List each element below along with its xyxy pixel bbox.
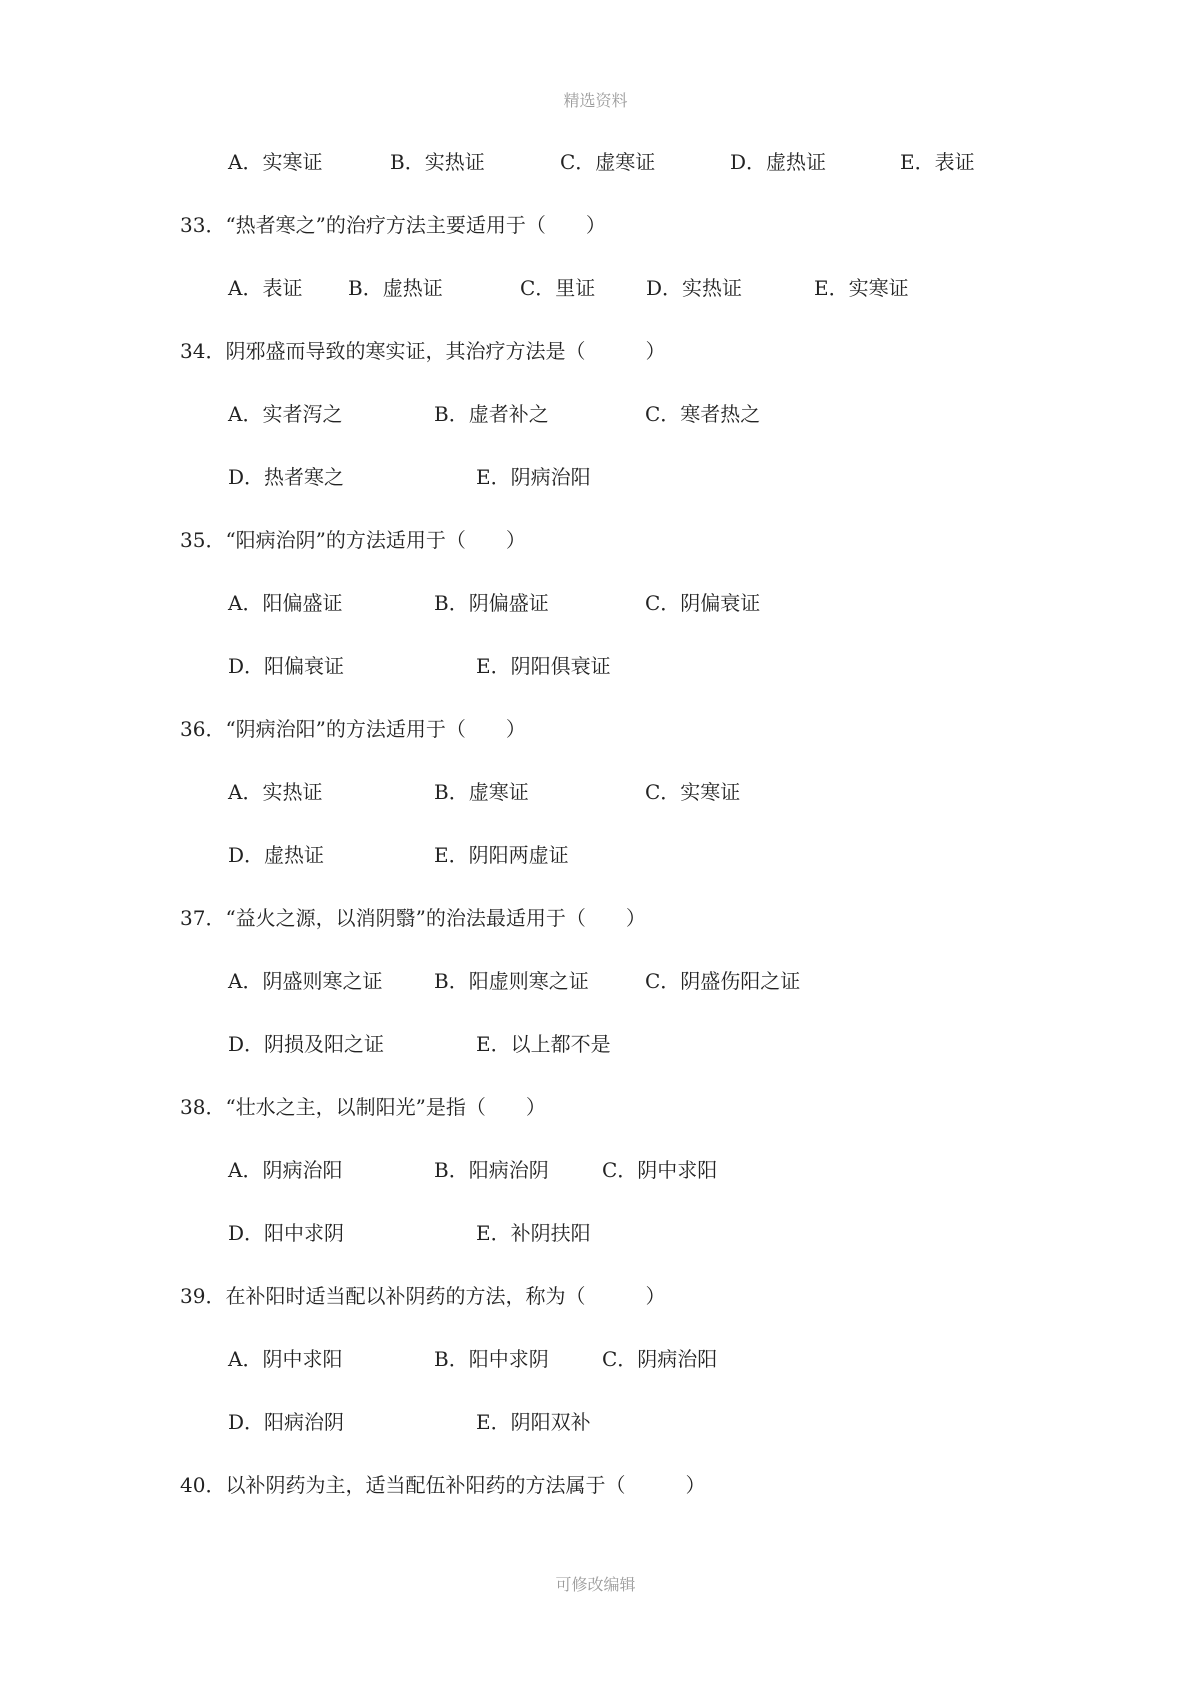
question-text: 40．以补阴药为主，适当配伍补阳药的方法属于（ ） [180,1473,706,1497]
options-row [0,589,1191,617]
answer-option: B．虚寒证 [434,780,529,804]
answer-option: A．实寒证 [228,150,323,174]
answer-option: B．虚热证 [348,276,443,300]
answer-option: E．阴阳俱衰证 [476,654,611,678]
answer-option: D．阴损及阳之证 [228,1032,385,1056]
options-row [0,1219,1191,1247]
question-text: 36．“阴病治阳”的方法适用于（ ） [180,717,526,741]
answer-option: B．阴偏盛证 [434,591,549,615]
answer-option: B．虚者补之 [434,402,549,426]
answer-option: C．实寒证 [645,780,741,804]
answer-option: C．阴中求阳 [602,1158,718,1182]
answer-option: D．热者寒之 [228,465,345,489]
page-footer: 可修改编辑 [555,1575,636,1594]
question-text: 35．“阳病治阴”的方法适用于（ ） [180,528,526,552]
answer-option: D．虚热证 [730,150,827,174]
answer-option: E．阴病治阳 [476,465,591,489]
answer-option: C．阴偏衰证 [645,591,761,615]
answer-option: D．阳偏衰证 [228,654,345,678]
answer-option: E．以上都不是 [476,1032,611,1056]
options-row [0,967,1191,995]
answer-option: C．里证 [520,276,596,300]
answer-option: B．阳病治阴 [434,1158,549,1182]
options-row [0,148,1191,176]
question-text: 34．阴邪盛而导致的寒实证，其治疗方法是（ ） [180,339,666,363]
answer-option: D．阳中求阴 [228,1221,345,1245]
options-row [0,1408,1191,1436]
answer-option: A．表证 [228,276,303,300]
page-header: 精选资料 [563,91,628,110]
answer-option: A．实者泻之 [228,402,343,426]
answer-option: C．阴病治阳 [602,1347,718,1371]
answer-option: E．表证 [900,150,975,174]
answer-option: B．阳中求阴 [434,1347,549,1371]
answer-option: A．实热证 [228,780,323,804]
answer-option: D．虚热证 [228,843,325,867]
answer-option: D．阳病治阴 [228,1410,345,1434]
options-row [0,1156,1191,1184]
answer-option: E．阴阳两虚证 [434,843,569,867]
options-row [0,841,1191,869]
answer-option: A．阳偏盛证 [228,591,343,615]
question-text: 33．“热者寒之”的治疗方法主要适用于（ ） [180,213,606,237]
answer-option: C．虚寒证 [560,150,656,174]
answer-option: D．实热证 [646,276,743,300]
answer-option: E．阴阳双补 [476,1410,591,1434]
answer-option: C．阴盛伤阳之证 [645,969,801,993]
options-row [0,274,1191,302]
options-row [0,652,1191,680]
question-text: 39．在补阳时适当配以补阴药的方法，称为（ ） [180,1284,666,1308]
question-text: 37．“益火之源，以消阴翳”的治法最适用于（ ） [180,906,646,930]
question-text: 38．“壮水之主，以制阳光”是指（ ） [180,1095,546,1119]
options-row [0,400,1191,428]
answer-option: B．实热证 [390,150,485,174]
options-row [0,1030,1191,1058]
options-row [0,463,1191,491]
answer-option: B．阳虚则寒之证 [434,969,589,993]
answer-option: A．阴盛则寒之证 [228,969,383,993]
answer-option: C．寒者热之 [645,402,761,426]
answer-option: A．阴中求阳 [228,1347,343,1371]
answer-option: E．实寒证 [814,276,909,300]
options-row [0,1345,1191,1373]
options-row [0,778,1191,806]
answer-option: E．补阴扶阳 [476,1221,591,1245]
answer-option: A．阴病治阳 [228,1158,343,1182]
